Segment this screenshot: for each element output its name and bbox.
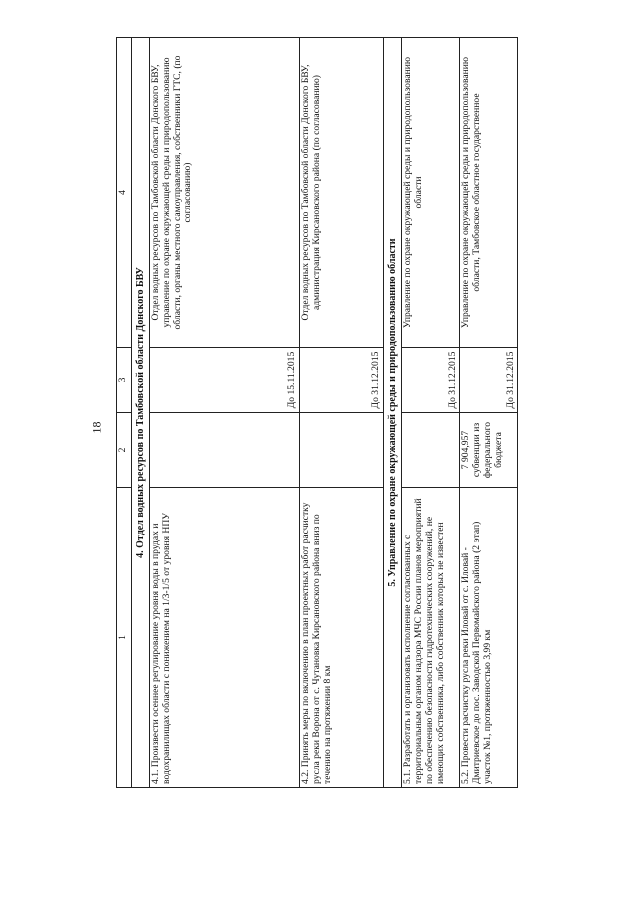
col-header-3: 3 [117, 348, 132, 413]
row-5-1-responsible: Управление по охране окружающей среды и природопользованию области [402, 38, 460, 348]
section-4-row [132, 38, 150, 788]
table-row [150, 38, 300, 788]
row-4-2-funding [300, 413, 384, 488]
table-row [460, 38, 518, 788]
table-header-row [117, 38, 132, 788]
section-5-title: 5. Управление по охране окружающей среды и природопользованию области [384, 38, 402, 788]
row-5-2-responsible: Управление по охране окружающей среды и природопользованию области, Тамбовское областное государственное [460, 38, 518, 348]
row-4-1-measure: 4.1. Произвести осеннее регулирование уровня воды в прудах и водохранилищах области с понижением на 1/3-1/5 от уровня НПУ [150, 488, 300, 788]
row-4-1-funding [150, 413, 300, 488]
col-header-1: 1 [117, 488, 132, 788]
row-5-1-deadline: До 31.12.2015 [402, 348, 460, 413]
table-row [300, 38, 384, 788]
row-5-2-measure: 5.2. Провести расчистку русла реки Иловай от с. Иловай - Дмитриевское до пос. Заводской Первомайского района (2 этап) участок №1, протяженностью 3,99 км [460, 488, 518, 788]
table-row [402, 38, 460, 788]
col-header-4: 4 [117, 38, 132, 348]
col-header-2: 2 [117, 413, 132, 488]
row-4-2-deadline: До 31.12.2015 [300, 348, 384, 413]
row-4-2-measure: 4.2. Принять меры по включению в план проектных работ расчистку русла реки Ворона от с. Чутановка Кирсановского района вниз по течению на протяжении 8 км [300, 488, 384, 788]
section-5-row [384, 38, 402, 788]
row-5-2-funding: 7 904,957 субвенции из федерального бюджета [460, 413, 518, 488]
measures-table [116, 37, 518, 788]
section-4-title: 4. Отдел водных ресурсов по Тамбовской области Донского БВУ [132, 38, 150, 788]
row-5-1-funding [402, 413, 460, 488]
row-4-1-responsible: Отдел водных ресурсов по Тамбовской области Донского БВУ, управление по охране окружающей среды и природопользованию области, органы местного самоуправления, собственники ГТС, (по согласованию) [150, 38, 300, 348]
row-5-1-measure: 5.1. Разработать и организовать исполнение согласованных с территориальным органом надзора МЧС России планов мероприятий по обеспечению безопасности гидротехнических сооружений, не имеющих собственника, либо собственник которых не известен [402, 488, 460, 788]
rotated-page [116, 38, 566, 788]
page-number: 18 [89, 421, 104, 434]
row-4-1-deadline: До 15.11.2015 [150, 348, 300, 413]
table-wrapper [116, 38, 566, 788]
row-5-2-deadline: До 31.12.2015 [460, 348, 518, 413]
row-4-2-responsible: Отдел водных ресурсов по Тамбовской области Донского БВУ, администрация Кирсановского района (по согласованию) [300, 38, 384, 348]
